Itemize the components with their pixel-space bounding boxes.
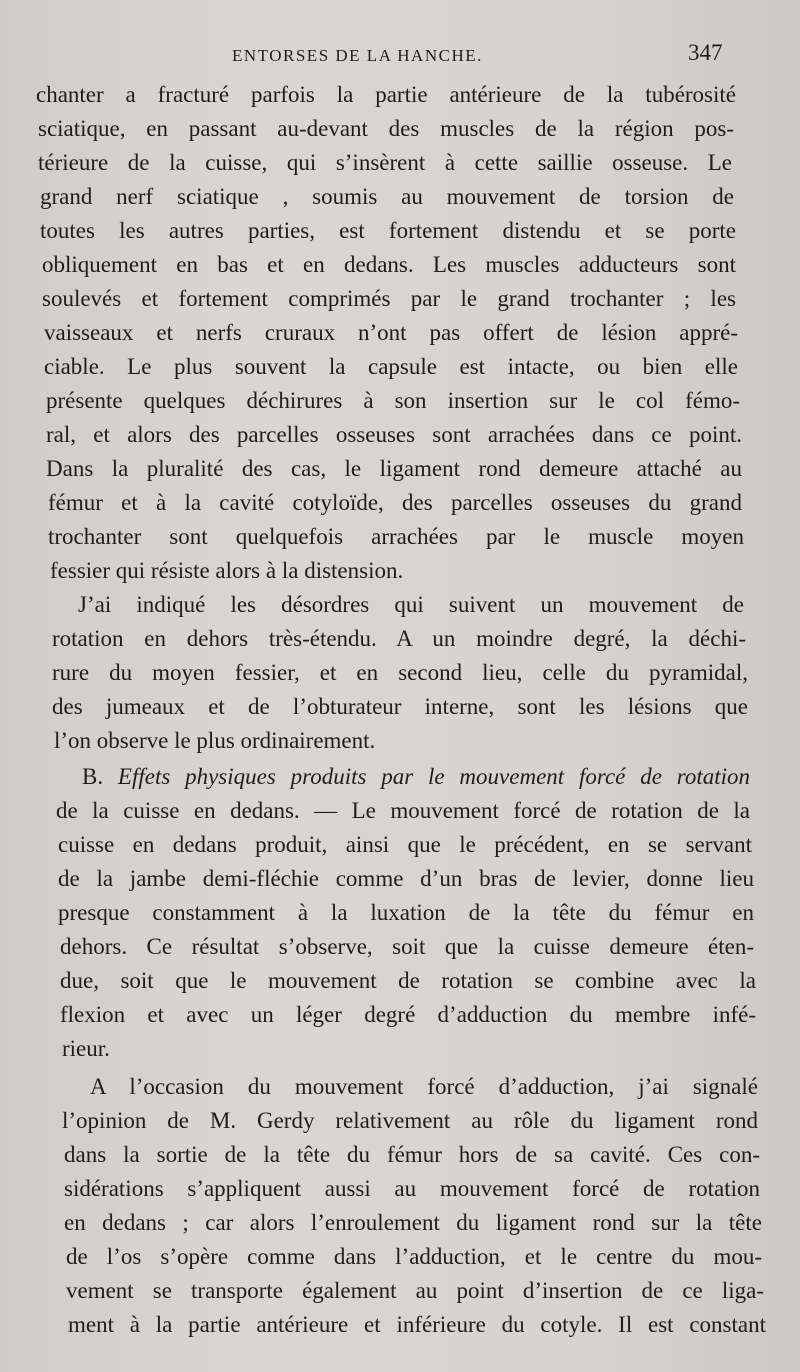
text-line: presque constamment à la luxation de la tête du fémur en <box>58 900 754 925</box>
text-line: trochanter sont quelquefois arrachées par le muscle moyen <box>48 524 744 549</box>
text-line: A l’occasion du mouvement forcé d’adduction, j’ai signalé <box>90 1074 758 1099</box>
page-number: 347 <box>688 40 723 65</box>
text-line: en dedans ; car alors l’enroulement du ligament rond sur la tête <box>64 1210 762 1235</box>
text-line: de l’os s’opère comme dans l’adduction, et le centre du mou- <box>66 1244 762 1269</box>
text-line: rieur. <box>62 1036 110 1061</box>
text-line: ral, et alors des parcelles osseuses sont arrachées dans ce point. <box>46 422 742 447</box>
text-line: l’opinion de M. Gerdy relativement au rôle du ligament rond <box>62 1108 758 1133</box>
text-line: toutes les autres parties, est fortement distendu et se porte <box>40 218 736 243</box>
text-line: ment à la partie antérieure et inférieure du cotyle. Il est constant <box>68 1312 766 1337</box>
text-line: sidérations s’appliquent aussi au mouvement forcé de rotation <box>64 1176 760 1201</box>
text-line: cuisse en dedans produit, ainsi que le précédent, en se servant <box>58 832 752 857</box>
text-line: vement se transporte également au point d’insertion de ce liga- <box>66 1278 764 1303</box>
text-line: dans la sortie de la tête du fémur hors de sa cavité. Ces con- <box>64 1142 760 1167</box>
text-line: rotation en dehors très-étendu. A un moindre degré, la déchi- <box>52 626 746 651</box>
text-line: sciatique, en passant au-devant des muscles de la région pos- <box>38 116 734 141</box>
text-line: de la cuisse en dedans. — Le mouvement forcé de rotation de la <box>56 798 750 823</box>
text-line: obliquement en bas et en dedans. Les muscles adducteurs sont <box>42 252 736 277</box>
text-line: vaisseaux et nerfs cruraux n’ont pas offert de lésion appré- <box>44 320 738 345</box>
text-line: J’ai indiqué les désordres qui suivent un mouvement de <box>78 592 744 617</box>
text-line: de la jambe demi-fléchie comme d’un bras de levier, donne lieu <box>58 866 754 891</box>
text-line: flexion et avec un léger degré d’adduction du membre infé- <box>60 1002 756 1027</box>
text-line: térieure de la cuisse, qui s’insèrent à cette saillie osseuse. Le <box>38 150 732 175</box>
text-line: Dans la pluralité des cas, le ligament rond demeure attaché au <box>46 456 742 481</box>
text-line: des jumeaux et de l’obturateur interne, sont les lésions que <box>52 694 748 719</box>
text-line: rure du moyen fessier, et en second lieu, celle du pyramidal, <box>52 660 748 685</box>
text-line: fessier qui résiste alors à la distension. <box>50 558 404 583</box>
text-line: présente quelques déchirures à son insertion sur le col fémo- <box>46 388 740 413</box>
section-b-title: Effets physiques produits par le mouvement forcé de rotation <box>117 764 750 789</box>
text-line: due, soit que le mouvement de rotation se combine avec la <box>60 968 756 993</box>
text-line: ciable. Le plus souvent la capsule est intacte, ou bien elle <box>44 354 738 379</box>
text-line: grand nerf sciatique , soumis au mouvement de torsion de <box>40 184 734 209</box>
section-b-label: B. <box>82 764 118 789</box>
running-title: ENTORSES DE LA HANCHE. <box>232 46 483 65</box>
section-b-heading <box>82 760 750 794</box>
text-line: dehors. Ce résultat s’observe, soit que la cuisse demeure éten- <box>60 934 754 959</box>
text-line: soulevés et fortement comprimés par le grand trochanter ; les <box>42 286 736 311</box>
text-line: fémur et à la cavité cotyloïde, des parcelles osseuses du grand <box>48 490 742 515</box>
running-header <box>0 38 800 72</box>
text-line: chanter a fracturé parfois la partie antérieure de la tubérosité <box>36 82 736 107</box>
text-line: l’on observe le plus ordinairement. <box>54 728 376 753</box>
